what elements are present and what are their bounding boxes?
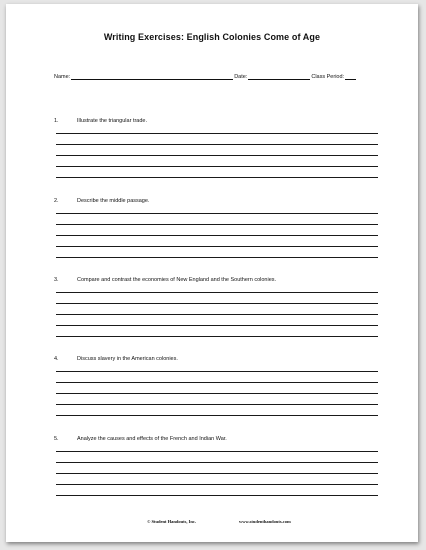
copyright-text: © Student Handouts, Inc.: [147, 519, 197, 524]
question-2: [54, 198, 376, 268]
question-prompt: Compare and contrast the economies of New England and the Southern colonies.: [77, 277, 277, 283]
date-blank[interactable]: [248, 74, 310, 80]
question-5: [54, 436, 376, 506]
answer-lines[interactable]: [54, 451, 376, 496]
question-prompt: Describe the middle passage.: [77, 198, 150, 204]
question-3: [54, 277, 376, 347]
question-number: 4.: [54, 356, 59, 362]
question-4: [54, 356, 376, 426]
worksheet-page: [6, 4, 418, 542]
answer-lines[interactable]: [54, 133, 376, 178]
question-number: 3.: [54, 277, 59, 283]
worksheet-title: Writing Exercises: English Colonies Come of Age: [103, 32, 321, 42]
class-period-blank[interactable]: [345, 74, 356, 80]
question-number: 2.: [54, 198, 59, 204]
class-period-label: Class Period:: [311, 74, 345, 80]
name-blank[interactable]: [71, 74, 233, 80]
question-prompt: Illustrate the triangular trade.: [77, 118, 148, 124]
question-number: 5.: [54, 436, 59, 442]
answer-lines[interactable]: [54, 213, 376, 258]
question-1: [54, 118, 376, 188]
student-info-row: [54, 74, 371, 80]
name-label: Name:: [54, 74, 71, 80]
question-number: 1.: [54, 118, 59, 124]
website-link[interactable]: www.studenthandouts.com: [239, 519, 291, 524]
question-prompt: Analyze the causes and effects of the French and Indian War.: [77, 436, 227, 442]
date-label: Date:: [234, 74, 248, 80]
question-prompt: Discuss slavery in the American colonies.: [77, 356, 178, 362]
answer-lines[interactable]: [54, 371, 376, 416]
answer-lines[interactable]: [54, 292, 376, 337]
